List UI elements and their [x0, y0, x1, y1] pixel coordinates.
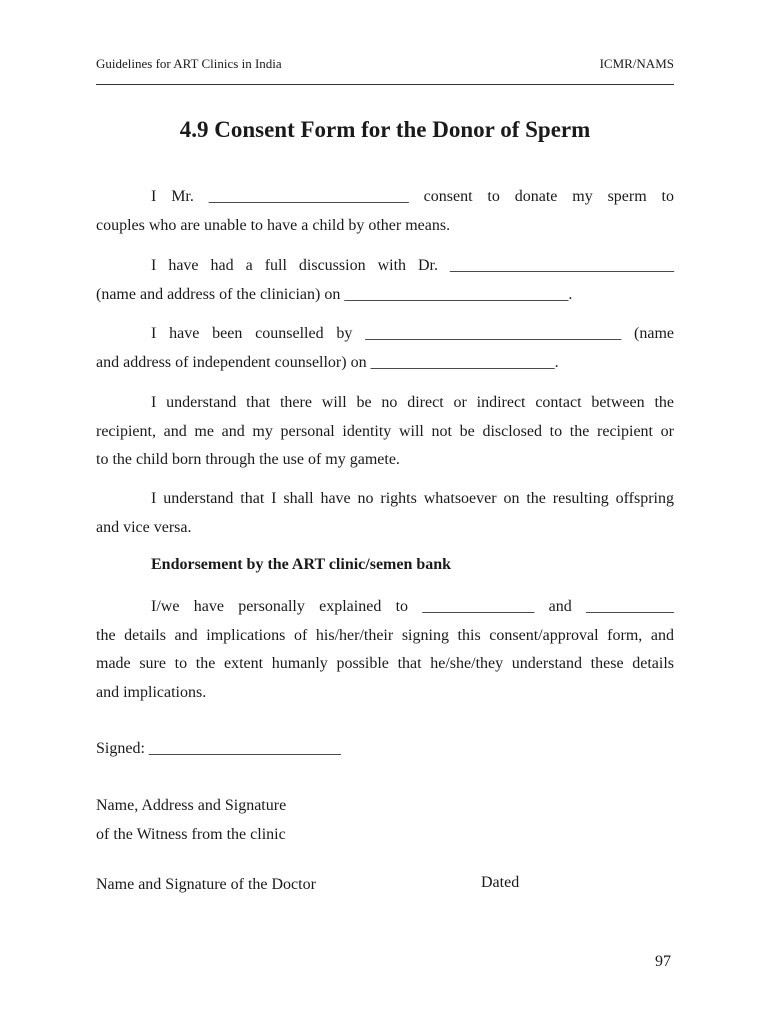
paragraph-line: recipient, and me and my personal identity will not be disclosed to the recipient or	[96, 422, 674, 440]
paragraph-line: and address of independent counsellor) on _______________________.	[96, 353, 559, 371]
running-header	[96, 56, 674, 72]
header-right: ICMR/NAMS	[599, 56, 674, 71]
paragraph-line: and vice versa.	[96, 518, 192, 536]
endorsement-heading: Endorsement by the ART clinic/semen bank	[151, 556, 452, 573]
witness-block	[96, 792, 286, 849]
paragraph-line: the details and implications of his/her/their signing this consent/approval form, and	[96, 626, 674, 644]
paragraph-line: I have been counselled by ________________________________ (name	[151, 325, 674, 342]
paragraph-line: I understand that there will be no direct or indirect contact between the	[151, 394, 674, 411]
signed-line: Signed: ________________________	[96, 740, 341, 757]
paragraph-line: made sure to the extent humanly possible that he/she/they understand these details	[96, 655, 674, 672]
paragraph-line: and implications.	[96, 683, 207, 701]
paragraph-endorsement	[96, 593, 674, 707]
paragraph-no-rights	[96, 485, 674, 542]
page-title: 4.9 Consent Form for the Donor of Sperm	[179, 117, 591, 142]
paragraph-line: (name and address of the clinician) on ____________________________.	[96, 285, 573, 303]
witness-line: Name, Address and Signature	[96, 797, 287, 814]
dated-label: Dated	[481, 874, 520, 891]
paragraph-consent	[96, 183, 674, 240]
paragraph-no-contact	[96, 389, 674, 475]
page-number: 97	[655, 953, 671, 970]
paragraph-counselled	[96, 320, 674, 377]
paragraph-line: I understand that I shall have no rights whatsoever on the resulting offspring	[151, 490, 674, 507]
header-left: Guidelines for ART Clinics in India	[96, 56, 282, 71]
paragraph-discussion	[96, 252, 674, 309]
doctor-signature-label: Name and Signature of the Doctor	[96, 876, 316, 893]
paragraph-line: couples who are unable to have a child by other means.	[96, 216, 451, 234]
header-rule	[96, 84, 674, 85]
paragraph-line: I/we have personally explained to ______________ and ___________	[151, 598, 674, 615]
witness-line: of the Witness from the clinic	[96, 825, 286, 843]
paragraph-line: to the child born through the use of my gamete.	[96, 451, 400, 468]
paragraph-line: I have had a full discussion with Dr. ____________________________	[151, 257, 674, 274]
paragraph-line: I Mr. _________________________ consent to donate my sperm to	[151, 188, 674, 205]
